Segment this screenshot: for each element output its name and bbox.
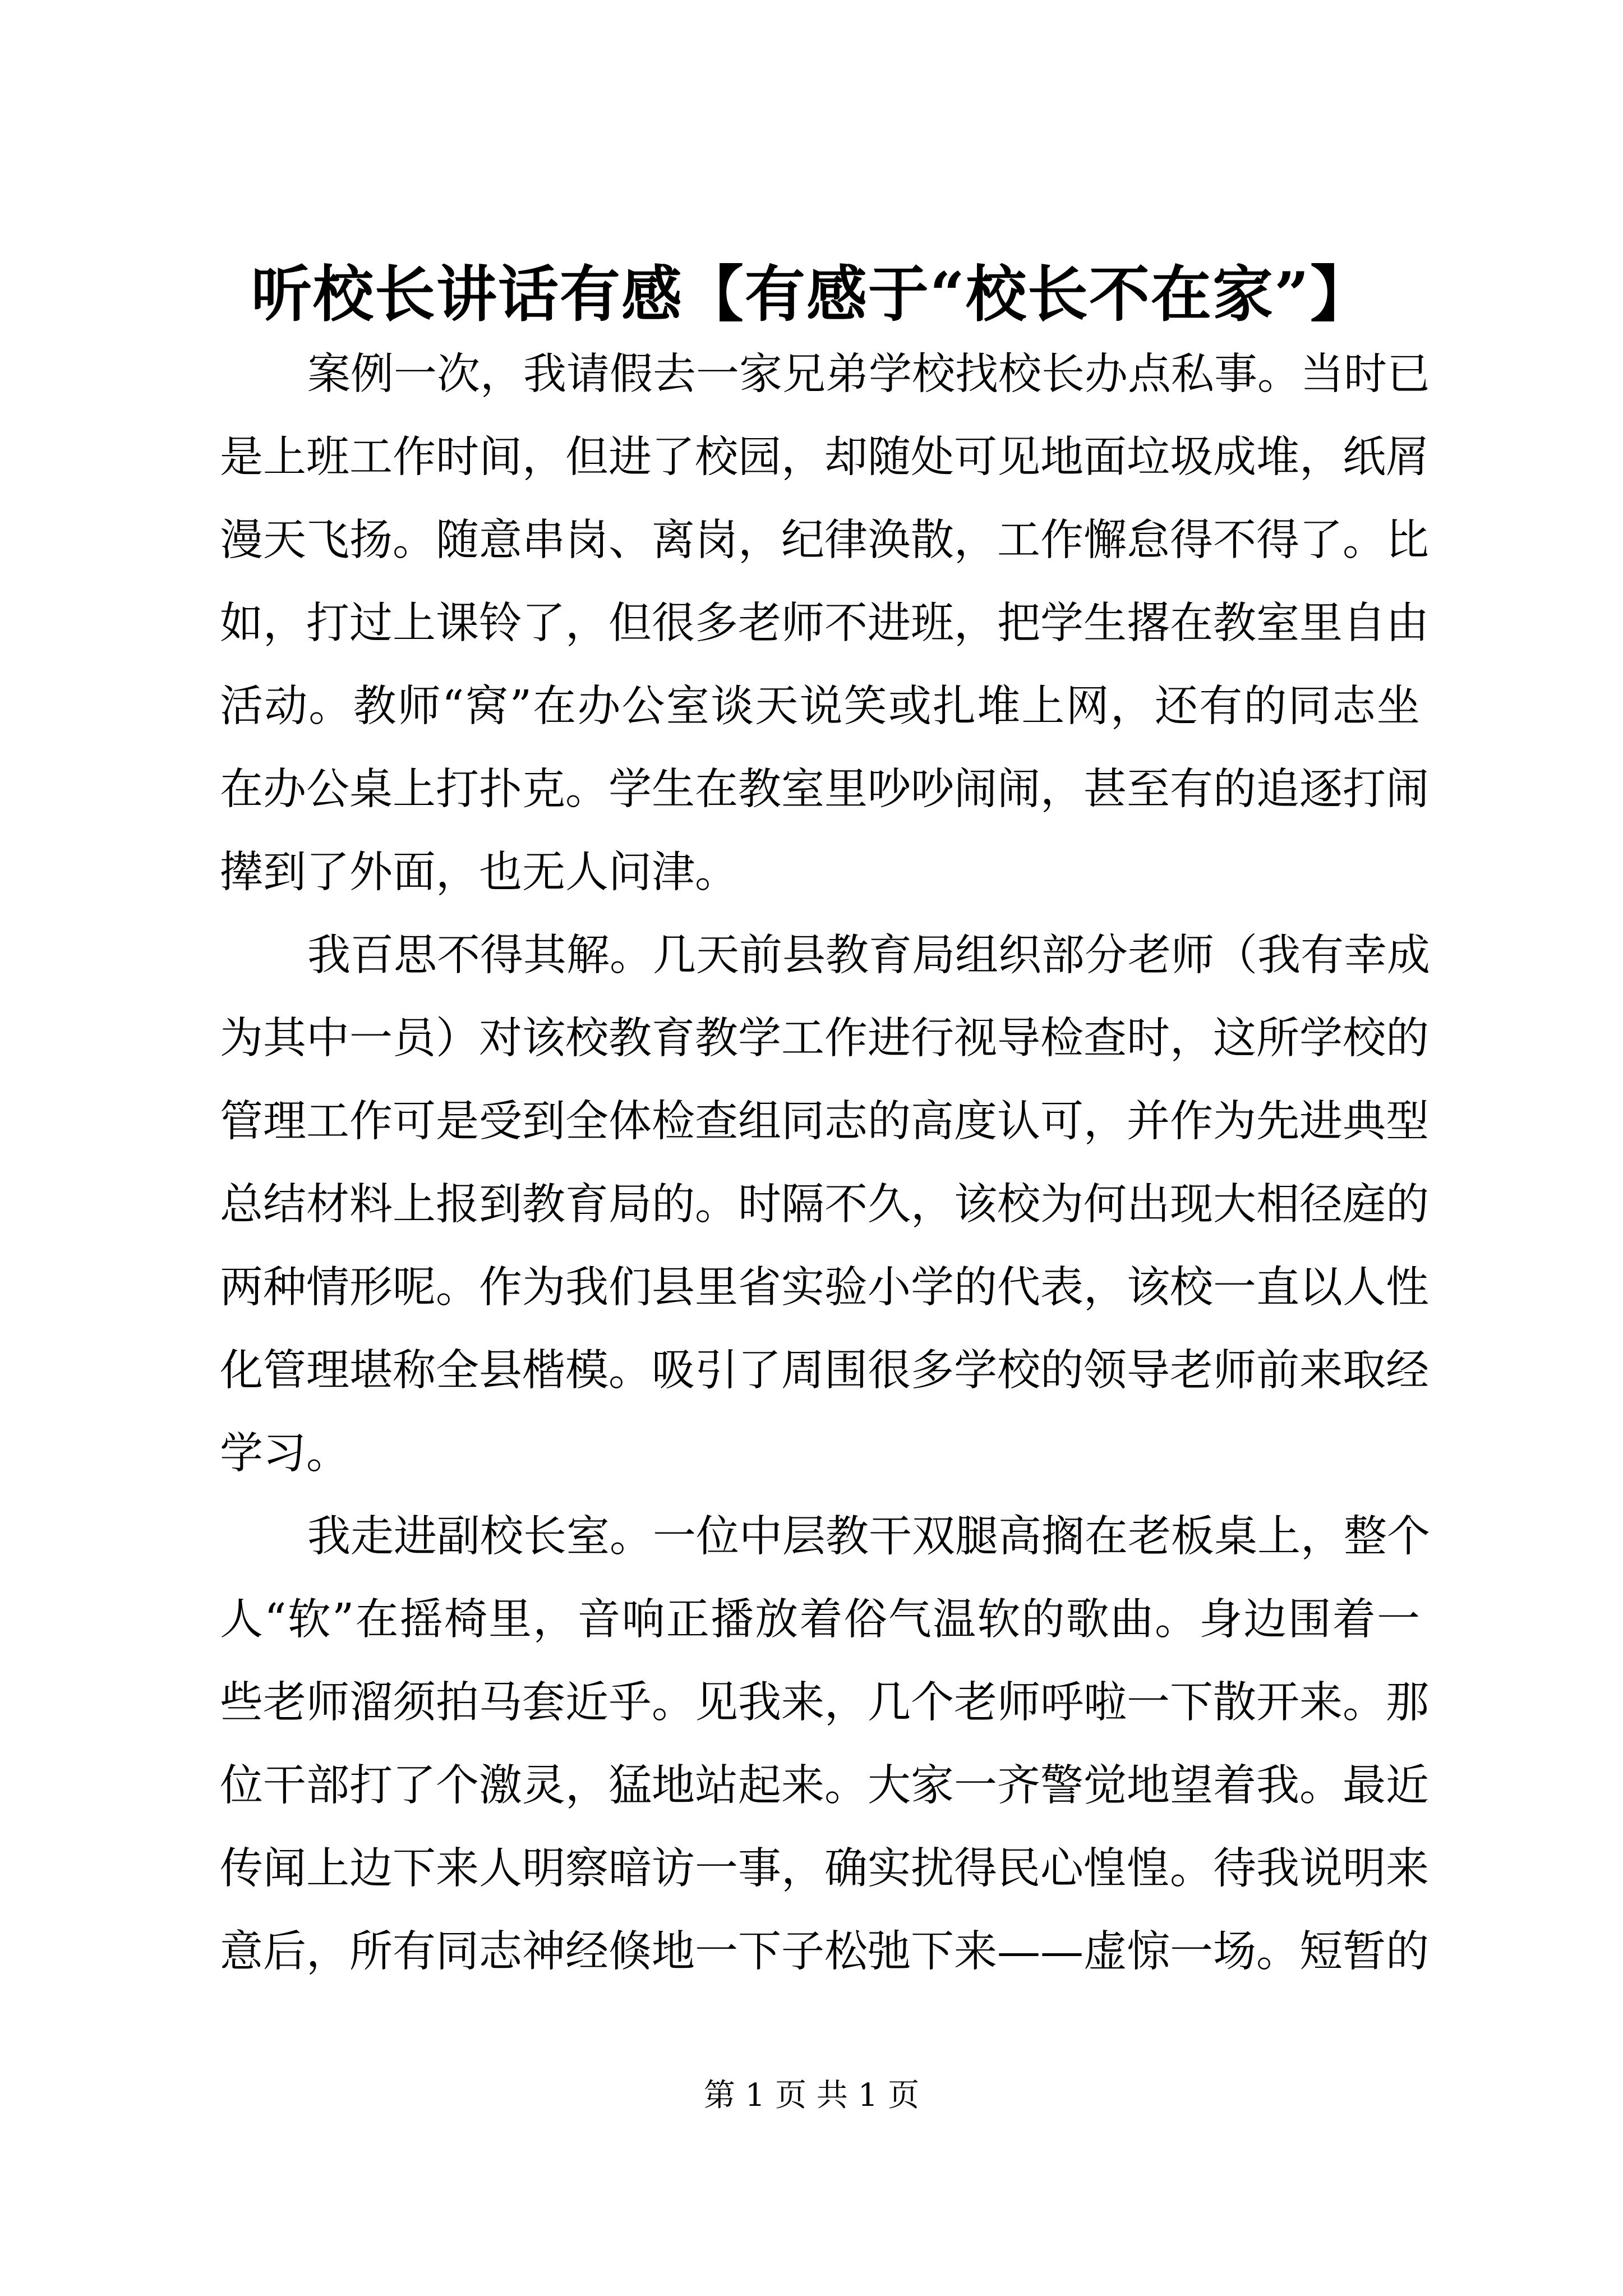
paragraph-2-line: 两种情形呢。作为我们县里省实验小学的代表，该校一直以人性 bbox=[220, 1263, 1429, 1313]
document-body bbox=[220, 333, 1430, 1994]
paragraph-1-line: 活动。教师“窝”在办公室谈天说笑或扎堆上网，还有的同志坐 bbox=[220, 682, 1420, 731]
paragraph-3-line: 人“软”在摇椅里，音响正播放着俗气温软的歌曲。身边围着一 bbox=[220, 1595, 1420, 1645]
paragraph-3-line: 些老师溜须拍马套近乎。见我来，几个老师呼啦一下散开来。那 bbox=[220, 1678, 1429, 1728]
paragraph-1-line: 在办公桌上打扑克。学生在教室里吵吵闹闹，甚至有的追逐打闹 bbox=[220, 765, 1429, 815]
paragraph-2-line: 学习。 bbox=[220, 1429, 349, 1479]
paragraph-3-line: 位干部打了个激灵，猛地站起来。大家一齐警觉地望着我。最近 bbox=[220, 1761, 1429, 1811]
paragraph-1-line: 漫天飞扬。随意串岗、离岗，纪律涣散，工作懈怠得不得了。比 bbox=[220, 516, 1429, 565]
paragraph-3-line: 传闻上边下来人明察暗访一事，确实扰得民心惶惶。待我说明来 bbox=[220, 1844, 1429, 1894]
paragraph-2-line: 我百思不得其解。几天前县教育局组织部分老师（我有幸成 bbox=[307, 931, 1430, 981]
paragraph-2-line: 管理工作可是受到全体检查组同志的高度认可，并作为先进典型 bbox=[220, 1097, 1429, 1147]
paragraph-3-line: 意后，所有同志神经倏地一下子松弛下来——虚惊一场。短暂的 bbox=[220, 1927, 1429, 1977]
paragraph-2-line: 为其中一员）对该校教育教学工作进行视导检查时，这所学校的 bbox=[220, 1014, 1429, 1064]
paragraph-1-line: 案例一次，我请假去一家兄弟学校找校长办点私事。当时已 bbox=[307, 349, 1430, 399]
paragraph-2-line: 化管理堪称全县楷模。吸引了周围很多学校的领导老师前来取经 bbox=[220, 1346, 1429, 1396]
paragraph-3-line: 我走进副校长室。一位中层教干双腿高搁在老板桌上，整个 bbox=[307, 1512, 1430, 1562]
paragraph-1-line: 是上班工作时间，但进了校园，却随处可见地面垃圾成堆，纸屑 bbox=[220, 432, 1429, 482]
paragraph-1-line: 撵到了外面，也无人问津。 bbox=[220, 848, 738, 898]
paragraph-1-line: 如，打过上课铃了，但很多老师不进班，把学生撂在教室里自由 bbox=[220, 599, 1429, 648]
document-title: 听校长讲话有感【有感于“校长不在家”】 bbox=[251, 259, 1372, 330]
page-footer: 第 1 页 共 1 页 bbox=[703, 2077, 920, 2114]
paragraph-2-line: 总结材料上报到教育局的。时隔不久，该校为何出现大相径庭的 bbox=[220, 1180, 1429, 1230]
